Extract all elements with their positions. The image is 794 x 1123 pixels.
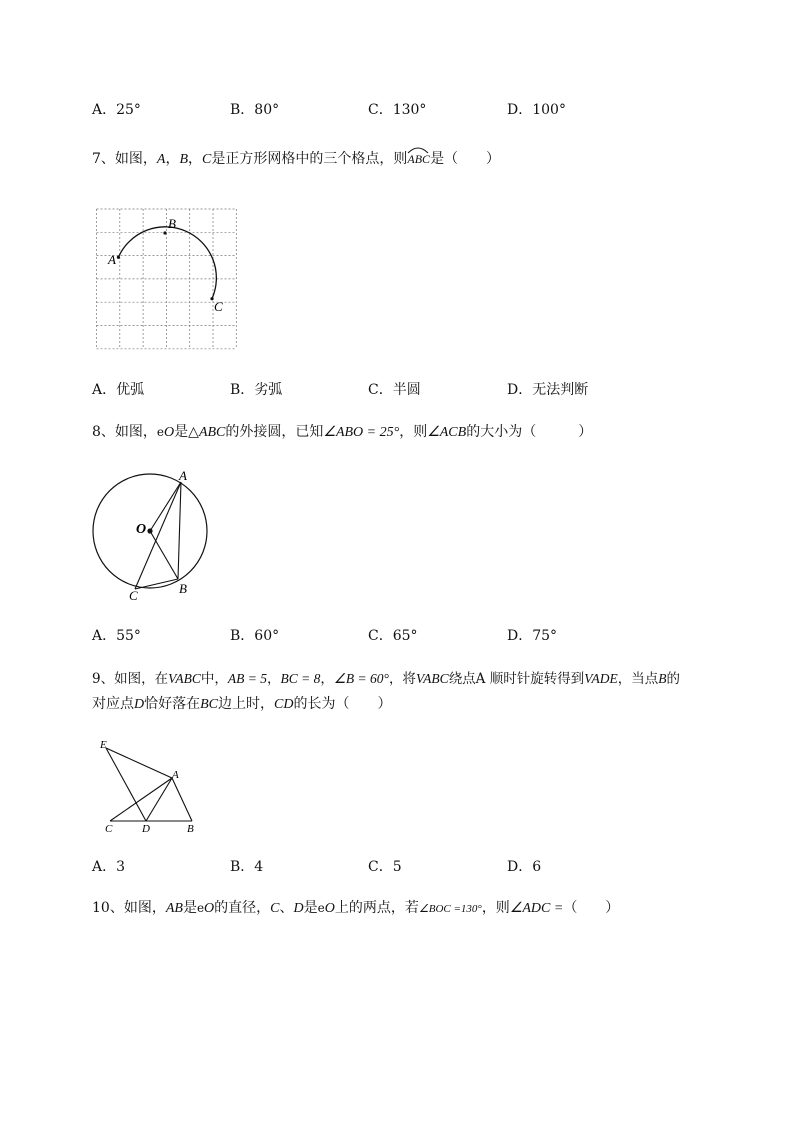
q7-option-a: A．优弧 [92, 382, 145, 398]
q6-option-b: B．80° [230, 102, 280, 118]
q6-option-a: A．25° [92, 102, 141, 118]
q7-arc [118, 227, 216, 299]
q8-option-d: D．75° [507, 628, 558, 644]
q7-point-b [163, 231, 166, 234]
arc-mark-icon [407, 146, 429, 154]
q9-label-c: C [105, 823, 113, 835]
q6-option-d: D．100° [507, 102, 566, 118]
q7-option-d: D．无法判断 [507, 382, 589, 398]
q9-triangle-figure [94, 736, 206, 836]
q8-stem: 8、如图，eO是△ABC的外接圆，已知∠ABO = 25°，则∠ACB的大小为（ ） [92, 424, 593, 440]
q9-label-a: A [172, 769, 179, 781]
q8-label-c: C [129, 588, 138, 603]
q6-option-c: C．130° [368, 102, 427, 118]
q7-grid-figure [95, 206, 240, 353]
q7-label-a: A [108, 252, 116, 267]
q9-stem-line1: 9、如图，在VABC中，AB = 5，BC = 8，∠B = 60°，将VABC绕点A 顺时针旋转得到VADE，当点B的 [92, 671, 680, 687]
q8-circle-figure [88, 468, 218, 603]
q7-option-c: C．半圆 [368, 382, 421, 398]
q7-option-b: B．劣弧 [230, 382, 283, 398]
q10-stem: 10、如图，AB是eO的直径，C、D是eO上的两点，若∠BOC =130°，则∠ADC =（ ） [92, 900, 620, 916]
q9-option-d: D．6 [507, 859, 542, 875]
q9-stem-line2: 对应点D恰好落在BC边上时，CD的长为（ ） [92, 696, 392, 712]
q8-label-o: O [136, 522, 147, 537]
q7-stem: 7、如图，A，B，C是正方形网格中的三个格点，则 ABC是（ ） [92, 150, 500, 169]
q9-option-b: B．4 [230, 859, 264, 875]
q8-center-dot [147, 528, 152, 533]
q9-option-a: A．3 [92, 859, 126, 875]
q9-label-b: B [187, 823, 194, 835]
q9-label-d: D [142, 823, 150, 835]
q7-point-a [117, 256, 120, 259]
q9-label-e: E [100, 739, 107, 751]
q8-option-b: B．60° [230, 628, 280, 644]
q7-label-c: C [214, 299, 223, 314]
q8-option-a: A．55° [92, 628, 141, 644]
q9-option-c: C．5 [368, 859, 402, 875]
arc-abc-symbol: ABC [407, 150, 430, 168]
q8-option-c: C．65° [368, 628, 418, 644]
q8-label-a: A [179, 468, 187, 483]
q7-label-b: B [168, 216, 176, 231]
q8-label-b: B [179, 581, 187, 596]
